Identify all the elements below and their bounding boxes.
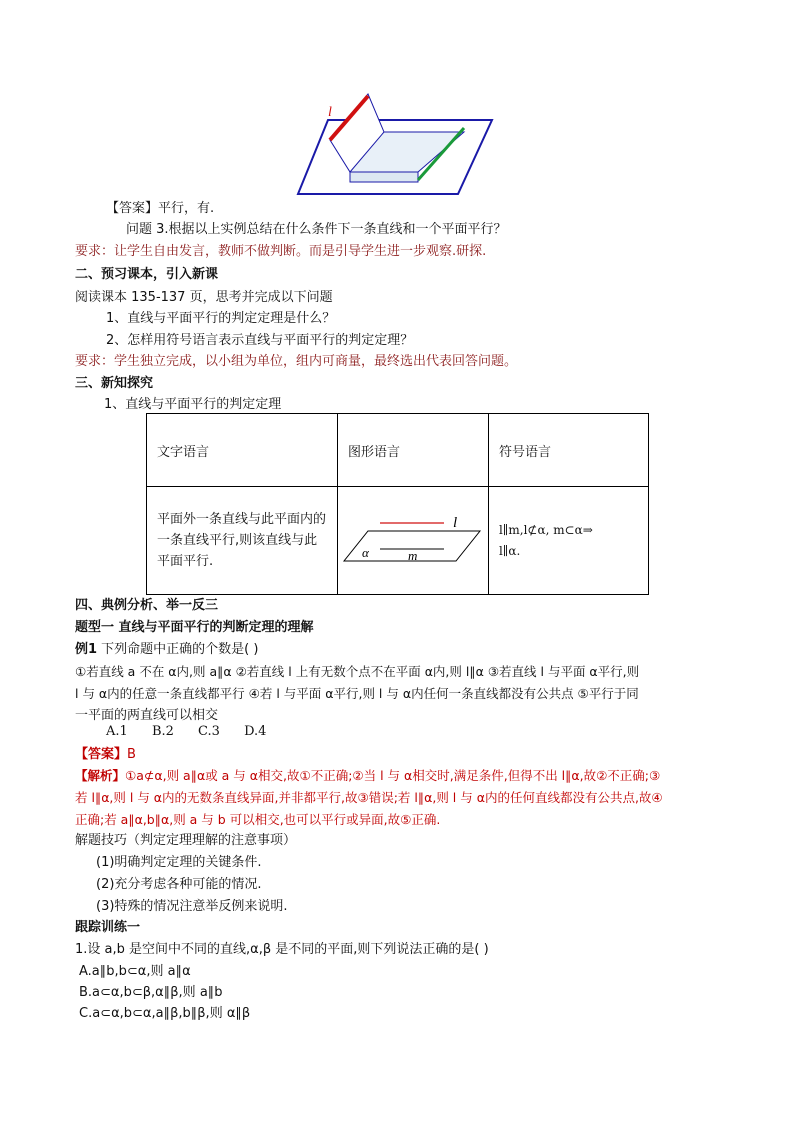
practice-q1: 1.设 a,b 是空间中不同的直线,α,β 是不同的平面,则下列说法正确的是( ) xyxy=(75,942,489,957)
tip-3: (3)特殊的情况注意举反例来说明. xyxy=(96,899,288,914)
header-text-language: 文字语言 xyxy=(147,414,338,487)
section-2-q1: 1、直线与平面平行的判定定理是什么？ xyxy=(106,311,336,326)
symbol-line-2: l∥α. xyxy=(499,543,521,558)
answer-1 xyxy=(106,199,214,218)
option-c: C.3 xyxy=(198,724,220,739)
section-2-heading: 二、预习课本，引入新课 xyxy=(75,267,219,282)
section-3-sub: 1、直线与平面平行的判定定理 xyxy=(104,397,282,412)
practice-heading: 跟踪训练一 xyxy=(75,920,141,935)
line-l-label: l xyxy=(328,105,332,120)
tip-2: (2)充分考虑各种可能的情况. xyxy=(96,877,262,892)
practice-opt-a: A.a∥b,b⊂α,则 a∥α xyxy=(79,964,191,979)
analysis-line-1 xyxy=(75,766,660,785)
header-symbol-language: 符号语言 xyxy=(489,414,649,487)
analysis-text-1: ①a⊄α,则 a∥α或 a 与 α相交,故①不正确;②当 l 与 α相交时,满足条件,但得不出 l∥α,故②不正确;③ xyxy=(125,768,661,783)
statement-line-1: ①若直线 a 不在 α内,则 a∥α ②若直线 l 上有无数个点不在平面 α内,则 l∥α ③若直线 l 与平面 α平行,则 xyxy=(75,664,640,679)
example-label: 例1 xyxy=(75,642,98,657)
analysis-line-2: 若 l∥α,则 l 与 α内的无数条直线异面,并非都平行,故③错误;若 l∥α,则 l 与 α内的任何直线都没有公共点,故④ xyxy=(75,790,663,805)
section-2-q2: 2、怎样用符号语言表示直线与平面平行的判定定理？ xyxy=(106,333,414,348)
practice-opt-c: C.a⊂α,b⊂α,a∥β,b∥β,则 α∥β xyxy=(79,1006,251,1021)
question-3: 问题 3.根据以上实例总结在什么条件下一条直线和一个平面平行？ xyxy=(126,222,507,237)
example-1 xyxy=(75,640,258,659)
answer-text: 平行，有. xyxy=(158,201,215,216)
option-b: B.2 xyxy=(151,724,174,739)
book-base-side xyxy=(350,172,418,182)
option-d: D.4 xyxy=(244,724,267,739)
section-2-intro: 阅读课本 135-137 页，思考并完成以下问题 xyxy=(75,290,333,305)
section-2-requirement: 要求：学生独立完成，以小组为单位，组内可商量，最终选出代表回答问题。 xyxy=(75,354,518,369)
option-a: A.1 xyxy=(106,724,128,739)
example-options xyxy=(106,722,286,741)
practice-opt-b: B.a⊂α,b⊂β,α∥β,则 a∥b xyxy=(79,985,223,1000)
theorem-table xyxy=(146,413,649,595)
statement-line-3: 一平面的两直线可以相交 xyxy=(75,708,219,723)
example-text: 下列命题中正确的个数是( ) xyxy=(97,642,259,657)
section-4-heading: 四、典例分析、举一反三 xyxy=(75,598,219,613)
answer-value: B xyxy=(127,747,136,762)
header-figure-language: 图形语言 xyxy=(338,414,489,487)
answer-tag-2: 【答案】 xyxy=(75,747,128,762)
analysis-line-3: 正确;若 a∥α,b∥α,则 a 与 b 可以相交,也可以平行或异面,故⑤正确. xyxy=(75,812,441,827)
requirement-1: 要求：让学生自由发言，教师不做判断。而是引导学生进一步观察.研探. xyxy=(75,244,487,259)
label-l: l xyxy=(453,515,458,531)
type-1-heading: 题型一 直线与平面平行的判断定理的理解 xyxy=(75,620,314,635)
theorem-figure xyxy=(338,487,488,590)
symbol-line-1: l∥m,l⊄α, m⊂α⇒ xyxy=(499,522,593,537)
section-3-heading: 三、新知探究 xyxy=(75,376,154,391)
answer-tag: 【答案】 xyxy=(106,201,159,216)
analysis-tag: 【解析】 xyxy=(75,768,126,783)
tip-1: (1)明确判定定理的关键条件. xyxy=(96,855,262,870)
label-alpha: α xyxy=(362,545,369,560)
label-m: m xyxy=(408,548,418,563)
text-language-cell: 平面外一条直线与此平面内的一条直线平行,则该直线与此平面平行. xyxy=(157,512,327,569)
example-answer xyxy=(75,745,136,764)
book-on-plane-figure xyxy=(296,92,496,196)
statement-line-2: l 与 α内的任意一条直线都平行 ④若 l 与平面 α平行,则 l 与 α内任何一条直线都没有公共点 ⑤平行于同 xyxy=(75,686,639,701)
tips-title: 解题技巧（判定定理理解的注意事项） xyxy=(75,833,297,848)
